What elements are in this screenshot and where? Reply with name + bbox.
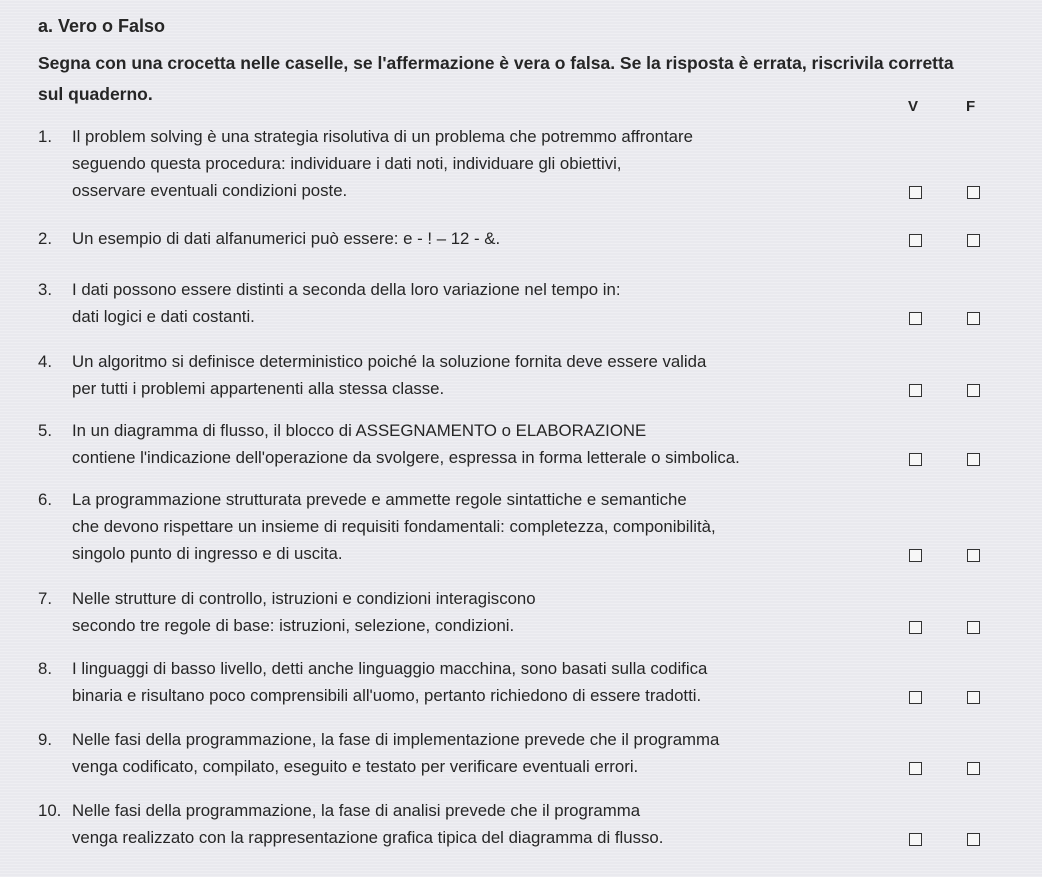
question-number: 10. xyxy=(38,801,62,820)
question-item xyxy=(38,585,898,639)
checkbox-false[interactable] xyxy=(967,384,980,397)
question-text-line: In un diagramma di flusso, il blocco di ASSEGNAMENTO o ELABORAZIONE xyxy=(72,421,647,440)
question-text-line: Nelle strutture di controllo, istruzioni e condizioni interagiscono xyxy=(72,589,536,608)
checkbox-false[interactable] xyxy=(967,762,980,775)
question-text-line: per tutti i problemi appartenenti alla stessa classe. xyxy=(72,379,445,398)
question-text xyxy=(72,225,898,252)
question-text xyxy=(72,726,898,780)
checkbox-true[interactable] xyxy=(909,691,922,704)
question-text-line: Il problem solving è una strategia risolutiva di un problema che potremmo affrontare xyxy=(72,127,693,146)
question-text-line: La programmazione strutturata prevede e ammette regole sintattiche e semantiche xyxy=(72,490,687,509)
question-text-line: venga realizzato con la rappresentazione grafica tipica del diagramma di flusso. xyxy=(72,828,664,847)
checkbox-true[interactable] xyxy=(909,186,922,199)
checkbox-true[interactable] xyxy=(909,621,922,634)
checkbox-false[interactable] xyxy=(967,691,980,704)
checkbox-true[interactable] xyxy=(909,453,922,466)
question-text-line: venga codificato, compilato, eseguito e testato per verificare eventuali errori. xyxy=(72,757,639,776)
question-number: 4. xyxy=(38,352,52,371)
question-item xyxy=(38,417,898,471)
question-text-line: contiene l'indicazione dell'operazione da svolgere, espressa in forma letterale o simbolica. xyxy=(72,448,740,467)
question-item xyxy=(38,726,898,780)
question-text xyxy=(72,797,898,851)
question-text xyxy=(72,655,898,709)
question-number: 1. xyxy=(38,127,52,146)
question-number: 9. xyxy=(38,730,52,749)
question-text xyxy=(72,276,898,330)
checkbox-true[interactable] xyxy=(909,762,922,775)
question-text-line: osservare eventuali condizioni poste. xyxy=(72,181,348,200)
section-title: a. Vero o Falso xyxy=(38,16,166,36)
question-item xyxy=(38,348,898,402)
column-header-true: V xyxy=(908,98,919,115)
question-text-line: Un algoritmo si definisce deterministico poiché la soluzione fornita deve essere valida xyxy=(72,352,707,371)
checkbox-false[interactable] xyxy=(967,186,980,199)
question-text-line: Nelle fasi della programmazione, la fase di implementazione prevede che il programma xyxy=(72,730,720,749)
question-text xyxy=(72,123,898,204)
question-item xyxy=(38,123,898,204)
question-text xyxy=(72,486,898,567)
column-header-false: F xyxy=(966,98,976,115)
question-number: 8. xyxy=(38,659,52,678)
checkbox-false[interactable] xyxy=(967,453,980,466)
question-text-line: seguendo questa procedura: individuare i dati noti, individuare gli obiettivi, xyxy=(72,154,622,173)
question-text-line: I dati possono essere distinti a seconda della loro variazione nel tempo in: xyxy=(72,280,621,299)
question-number: 3. xyxy=(38,280,52,299)
instructions: Segna con una crocetta nelle caselle, se l'affermazione è vera o falsa. Se la risposta è errata, riscrivila corretta sul quaderno. xyxy=(38,53,954,104)
question-number: 7. xyxy=(38,589,52,608)
question-text-line: singolo punto di ingresso e di uscita. xyxy=(72,544,343,563)
question-text xyxy=(72,585,898,639)
checkbox-false[interactable] xyxy=(967,549,980,562)
question-text xyxy=(72,417,898,471)
question-number: 5. xyxy=(38,421,52,440)
question-text-line: Un esempio di dati alfanumerici può essere: e - ! – 12 - &. xyxy=(72,229,501,248)
checkbox-false[interactable] xyxy=(967,833,980,846)
question-item xyxy=(38,797,898,851)
question-text-line: che devono rispettare un insieme di requisiti fondamentali: completezza, componibilità, xyxy=(72,517,716,536)
checkbox-true[interactable] xyxy=(909,384,922,397)
checkbox-false[interactable] xyxy=(967,234,980,247)
question-item xyxy=(38,276,898,330)
checkbox-true[interactable] xyxy=(909,549,922,562)
question-text xyxy=(72,348,898,402)
question-number: 2. xyxy=(38,229,52,248)
question-text-line: binaria e risultano poco comprensibili all'uomo, pertanto richiedono di essere tradotti. xyxy=(72,686,702,705)
question-item xyxy=(38,655,898,709)
question-text-line: dati logici e dati costanti. xyxy=(72,307,255,326)
checkbox-true[interactable] xyxy=(909,234,922,247)
checkbox-false[interactable] xyxy=(967,621,980,634)
checkbox-false[interactable] xyxy=(967,312,980,325)
question-text-line: secondo tre regole di base: istruzioni, selezione, condizioni. xyxy=(72,616,515,635)
question-number: 6. xyxy=(38,490,52,509)
question-text-line: I linguaggi di basso livello, detti anche linguaggio macchina, sono basati sulla codifica xyxy=(72,659,708,678)
question-item xyxy=(38,486,898,567)
checkbox-true[interactable] xyxy=(909,833,922,846)
question-item xyxy=(38,225,898,252)
question-text-line: Nelle fasi della programmazione, la fase di analisi prevede che il programma xyxy=(72,801,641,820)
checkbox-true[interactable] xyxy=(909,312,922,325)
